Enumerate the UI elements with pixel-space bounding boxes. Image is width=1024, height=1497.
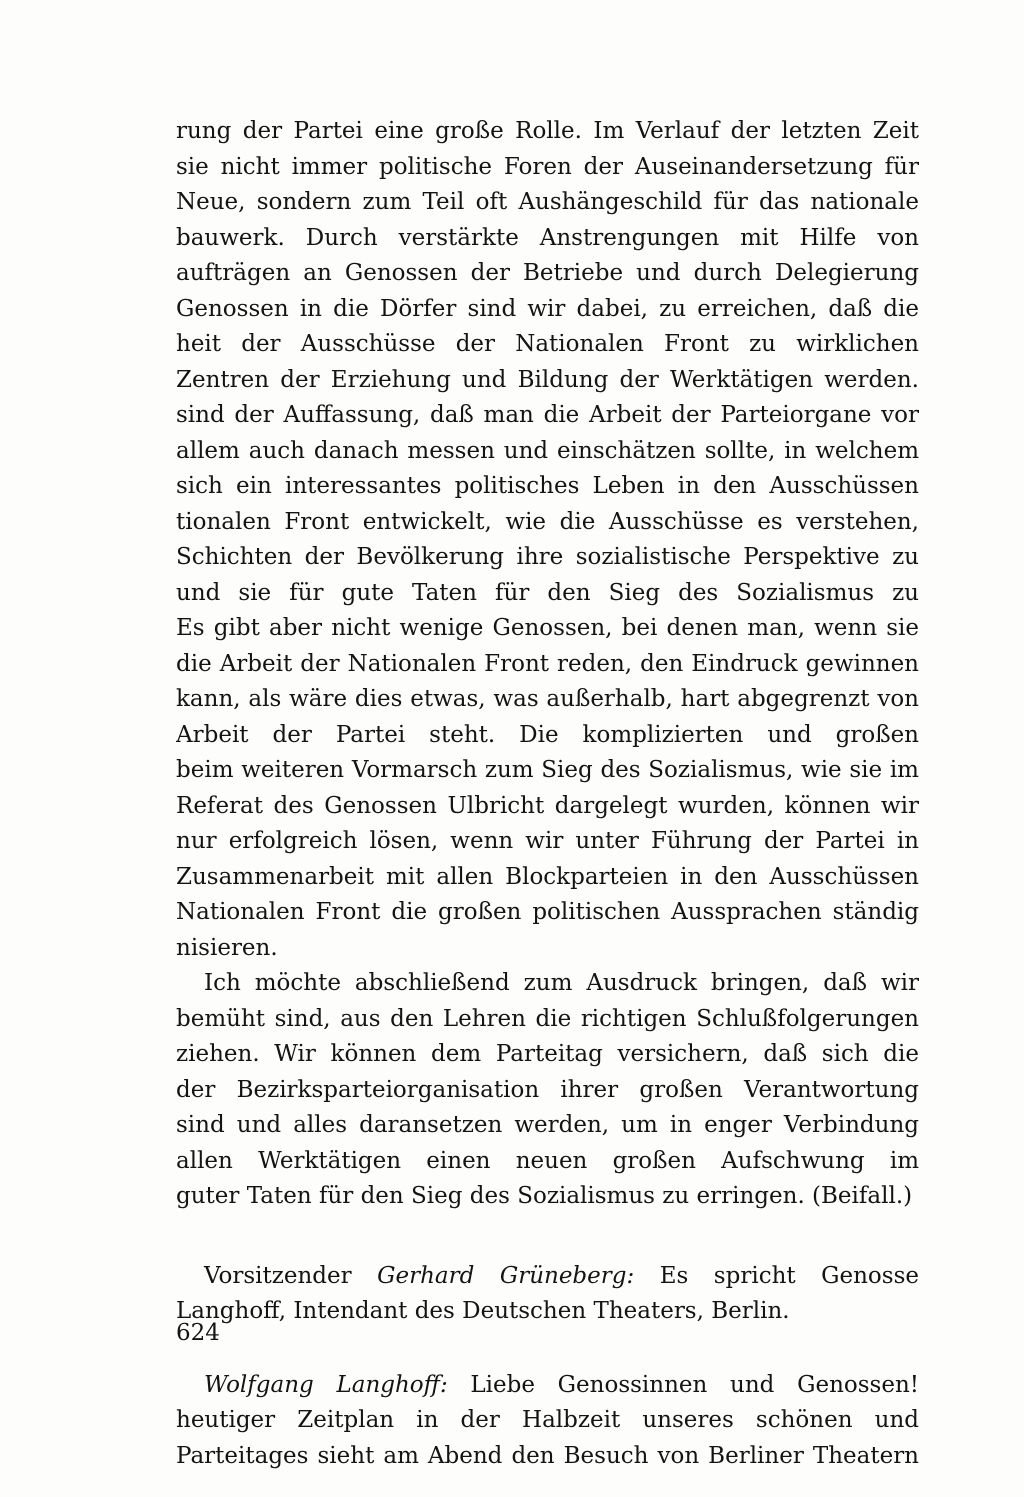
text-line: sie nicht immer politische Foren der Auseinandersetzung für	[176, 153, 919, 180]
text-line: Ich möchte abschließend zum Ausdruck bringen, daß wir	[204, 970, 919, 996]
chair-announcement-line	[176, 1259, 919, 1295]
body-text	[176, 114, 919, 1474]
text-line: beim weiteren Vormarsch zum Sieg des Sozialismus, wie sie im	[176, 757, 919, 783]
speech-opening-line	[176, 1368, 919, 1404]
page-number: 624	[176, 1320, 220, 1346]
text-line: Nationalen Front die großen politischen Aussprachen ständig	[176, 899, 919, 925]
speech-opening-text: Liebe Genossinnen und Genossen!	[470, 1371, 919, 1398]
speech-line: Parteitages sieht am Abend den Besuch von Berliner Theatern	[176, 1442, 919, 1469]
paragraph-closing	[176, 966, 919, 1179]
text-line: nisieren.	[176, 934, 278, 961]
text-line: bauwerk. Durch verstärkte Anstrengungen mit Hilfe von	[176, 224, 919, 251]
text-line: die Arbeit der Nationalen Front reden, den Eindruck gewinnen	[176, 650, 919, 677]
text-line: sich ein interessantes politisches Leben in den Ausschüssen	[176, 473, 919, 499]
text-line: ziehen. Wir können dem Parteitag versichern, daß sich die	[176, 1041, 919, 1067]
text-line: bemüht sind, aus den Lehren die richtigen Schlußfolgerungen	[176, 1005, 919, 1032]
chair-announcement-line: Langhoff, Intendant des Deutschen Theaters, Berlin.	[176, 1298, 790, 1324]
text-line: Zentren der Erziehung und Bildung der Werktätigen werden.	[176, 366, 919, 393]
text-line: aufträgen an Genossen der Betriebe und durch Delegierung	[176, 260, 919, 286]
paragraph-national-front	[176, 114, 919, 931]
text-line: allen Werktätigen einen neuen großen Aufschwung im	[176, 1147, 919, 1174]
text-line: guter Taten für den Sieg des Sozialismus zu erringen. (Beifall.)	[176, 1183, 913, 1209]
text-line: heit der Ausschüsse der Nationalen Front zu wirklichen	[176, 331, 919, 357]
text-line: sind der Auffassung, daß man die Arbeit der Parteiorgane vor	[176, 402, 919, 428]
text-line: rung der Partei eine große Rolle. Im Verlauf der letzten Zeit	[176, 118, 919, 144]
text-line: Schichten der Bevölkerung ihre sozialistische Perspektive zu	[176, 544, 919, 570]
chair-title: Vorsitzender	[204, 1262, 378, 1289]
text-line: und sie für gute Taten für den Sieg des Sozialismus zu	[176, 579, 919, 606]
text-line: tionalen Front entwickelt, wie die Ausschüsse es verstehen,	[176, 508, 919, 535]
text-line: Referat des Genossen Ulbricht dargelegt wurden, können wir	[176, 792, 919, 819]
chair-speaker-name: Gerhard Grüneberg:	[377, 1262, 635, 1289]
text-line: Es gibt aber nicht wenige Genossen, bei denen man, wenn sie	[176, 615, 919, 641]
text-line: der Bezirksparteiorganisation ihrer großen Verantwortung	[176, 1076, 919, 1103]
text-line: Zusammenarbeit mit allen Blockparteien in den Ausschüssen	[176, 863, 919, 890]
speech-speaker-name: Wolfgang Langhoff:	[204, 1371, 448, 1398]
text-line: Genossen in die Dörfer sind wir dabei, zu erreichen, daß die	[176, 295, 919, 322]
text-line: Arbeit der Partei steht. Die komplizierten und großen	[176, 721, 919, 748]
text-line: allem auch danach messen und einschätzen sollte, in welchem	[176, 437, 919, 464]
paragraph-gap	[176, 1330, 919, 1368]
chair-announcement-text: Es spricht Genosse	[659, 1262, 919, 1289]
text-line: kann, als wäre dies etwas, was außerhalb, hart abgegrenzt von	[176, 686, 919, 712]
text-line: nur erfolgreich lösen, wenn wir unter Führung der Partei in	[176, 828, 919, 854]
speech-line: heutiger Zeitplan in der Halbzeit unseres schönen und	[176, 1407, 919, 1433]
paragraph-gap	[176, 1215, 919, 1259]
text-line: sind und alles daransetzen werden, um in enger Verbindung	[176, 1112, 919, 1138]
text-line: Neue, sondern zum Teil oft Aushängeschild für das nationale	[176, 189, 919, 215]
